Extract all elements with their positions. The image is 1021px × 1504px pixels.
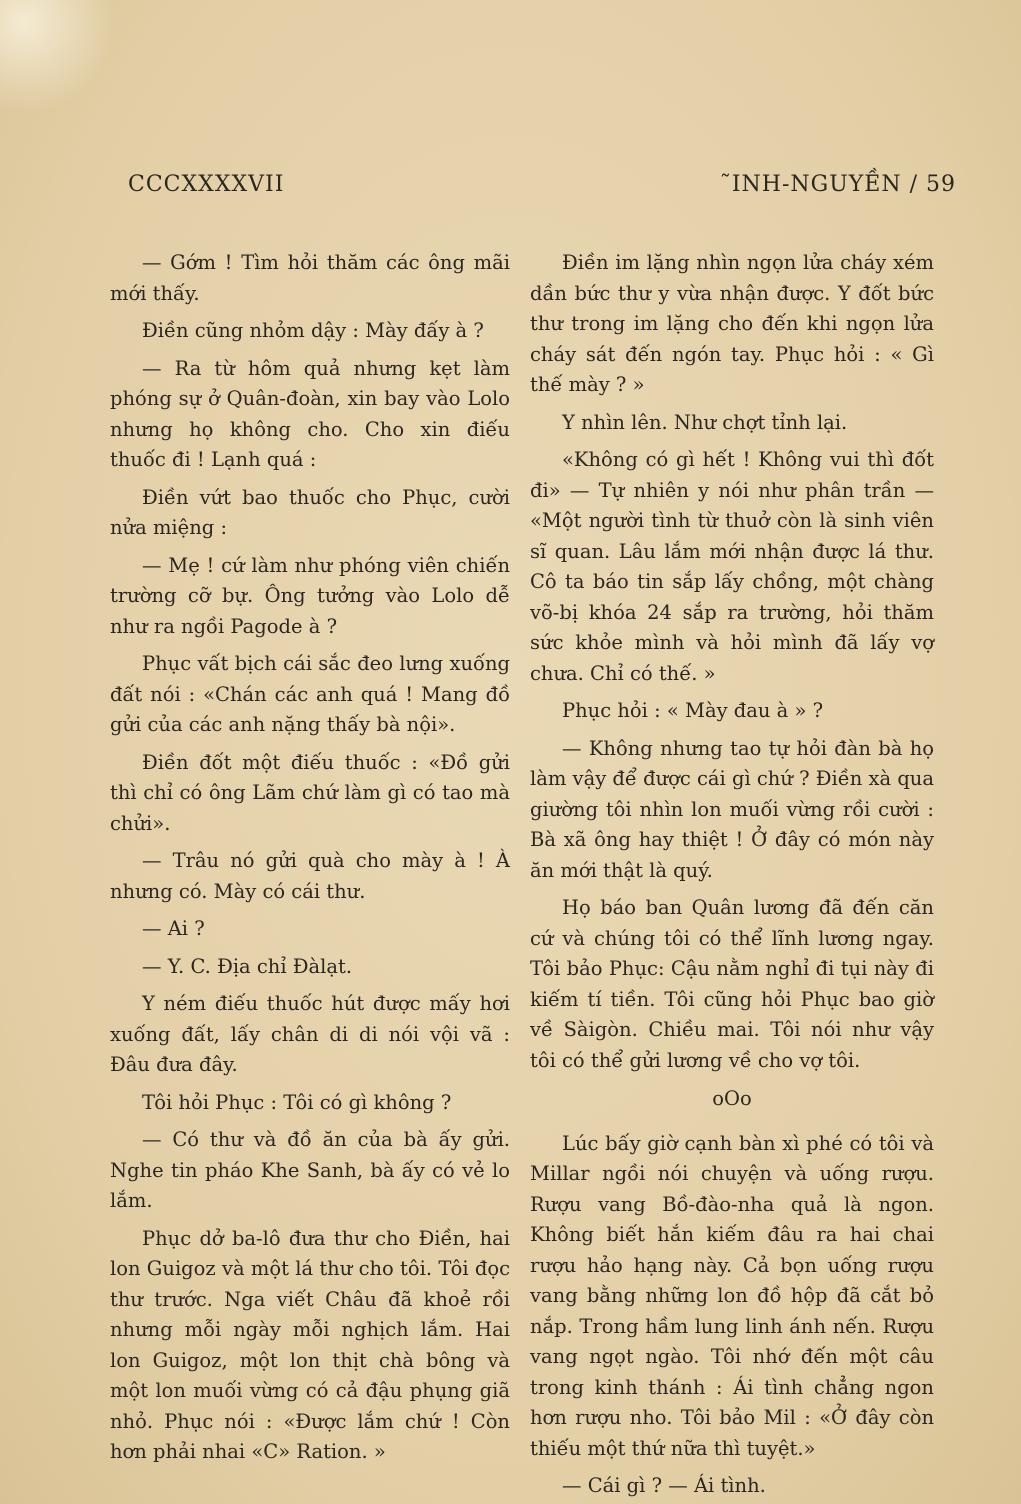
paragraph: — Trâu nó gửi quà cho mày à ! À nhưng có. Mày có cái thư. <box>110 849 510 903</box>
chapter-number: CCCXXXXVII <box>128 172 285 197</box>
paragraph: Tôi hỏi Phục : Tôi có gì không ? <box>142 1090 452 1114</box>
paragraph: — Gớm ! Tìm hỏi thăm các ông mãi mới thấy. <box>110 251 510 305</box>
paragraph: — Ra từ hôm quả nhưng kẹt làm phóng sự ở Quân-đoàn, xin bay vào Lolo nhưng họ không cho. Cho xin điếu thuốc đi ! Lạnh quá : <box>110 356 510 471</box>
paragraph: — Có thư và đồ ăn của bà ấy gửi. Nghe tin pháo Khe Sanh, bà ấy có vẻ lo lắm. <box>110 1128 510 1212</box>
paragraph: — Y. C. Địa chỉ Đàlạt. <box>142 954 353 978</box>
paragraph: Họ báo ban Quân lương đã đến căn cứ và chúng tôi có thể lĩnh lương ngay. Tôi bảo Phục: Cậu nằm nghỉ đi tụi này đi kiếm tí tiền. Tôi cũng hỏi Phục bao giờ về Sàigòn. Chiều mai. Tôi nói như vậy tôi có thể gửi lương về cho vợ tôi. <box>530 896 934 1072</box>
paragraph: Điền đốt một điếu thuốc : «Đồ gửi thì chỉ có ông Lãm chứ làm gì có tao mà chửi». <box>110 750 510 835</box>
paragraph: Điền vứt bao thuốc cho Phục, cười nửa miệng : <box>110 485 510 539</box>
paragraph: Phục vất bịch cái sắc đeo lưng xuống đất nói : «Chán các anh quá ! Mang đồ gửi của các anh nặng thấy bà nội». <box>110 652 510 736</box>
paragraph: — Cái gì ? — Ái tình. <box>562 1474 766 1497</box>
paragraph: Điền im lặng nhìn ngọn lửa cháy xém dần bức thư y vừa nhận được. Y đốt bức thư trong im lặng cho đến khi ngọn lửa cháy sát đến ngón tay. Phục hỏi : « Gì thế mày ? » <box>530 251 934 396</box>
right-column <box>530 248 934 1504</box>
paper-stain <box>0 0 120 110</box>
paragraph: Điền cũng nhỏm dậy : Mày đấy à ? <box>142 319 484 342</box>
left-column <box>110 248 510 1475</box>
paragraph: Y nhìn lên. Như chợt tỉnh lại. <box>562 410 848 434</box>
paragraph: «Không có gì hết ! Không vui thì đốt đi» — Tự nhiên y nói như phân trần — «Một người tình từ thuở còn là sinh viên sĩ quan. Lâu lắm mới nhận được lá thư. Cô ta báo tin sắp lấy chồng, một chàng võ-bị khóa 24 sắp ra trường, hỏi thăm sức khỏe mình và hỏi mình đã lấy vợ chưa. Chỉ có thế. » <box>530 448 934 685</box>
paragraph: — Không nhưng tao tự hỏi đàn bà họ làm vậy để được cái gì chứ ? Điền xà qua giường tôi nhìn lon muối vừng rồi cười : Bà xã ông hay thiệt ! Ở đây có món này ăn mới thật là quý. <box>530 736 934 882</box>
running-header: ˜INH-NGUYỀN / 59 <box>719 172 956 197</box>
paragraph: Phục dở ba-lô đưa thư cho Điền, hai lon Guigoz và một lá thư cho tôi. Tôi đọc thư trước. Nga viết Châu đã khoẻ rồi nhưng mỗi ngày mỗi nghịch lắm. Hai lon Guigoz, một lon thịt chà bông và một lon muối vừng có cả đậu phụng giã nhỏ. Phục nói : «Được lắm chứ ! Còn hơn phải nhai «C» Ration. » <box>110 1226 510 1463</box>
paragraph: Phục hỏi : « Mày đau à » ? <box>562 699 824 722</box>
paragraph: Y ném điếu thuốc hút được mấy hơi xuống đất, lấy chân di di nói vội vã : Đâu đưa đây. <box>110 992 510 1076</box>
paragraph: — Mẹ ! cứ làm như phóng viên chiến trường cỡ bự. Ông tưởng vào Lolo dễ như ra ngồi Pagode à ? <box>110 553 510 638</box>
paragraph: Lúc bấy giờ cạnh bàn xì phé có tôi và Millar ngồi nói chuyện và uống rượu. Rượu vang Bồ-đào-nha quả là ngon. Không biết hắn kiếm đâu ra hai chai rượu hảo hạng này. Cả bọn uống rượu vang bằng những lon đồ hộp đã cắt bỏ nắp. Trong hầm lung linh ánh nến. Rượu vang ngọt ngào. Tôi nhớ đến một câu trong kinh thánh : Ái tình chẳng ngon hơn rượu nho. Tôi bảo Mil : «Ở đây còn thiếu một thứ nữa thì tuyệt.» <box>530 1131 934 1460</box>
paragraph: — Ai ? <box>142 917 205 940</box>
section-divider: oOo <box>712 1087 752 1110</box>
